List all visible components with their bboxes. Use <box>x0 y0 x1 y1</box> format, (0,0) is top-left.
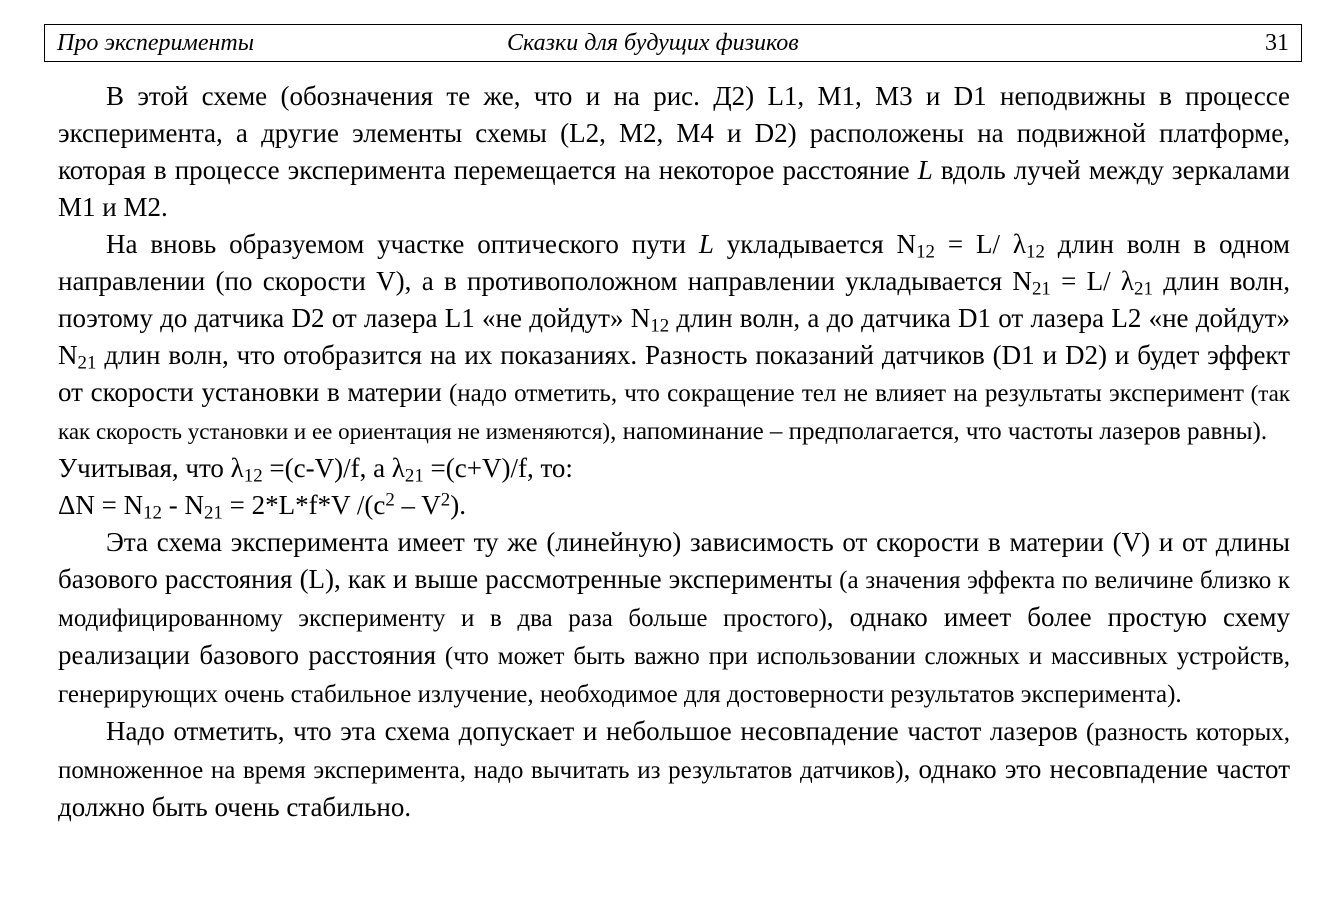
text-span: Учитывая, что λ <box>58 453 244 483</box>
subscript: 21 <box>404 465 424 487</box>
text-span-small: (а значения эффекта по величине близко к модифицированному эксперименту и в два раза больше простого) <box>58 567 1290 632</box>
paragraph-2 <box>58 226 1290 450</box>
header-section-title: Про эксперименты <box>57 30 254 56</box>
text-span-small: (что может быть важно при использовании сложных и массивных устройств, генерирующих очень стабильное излучение, необходимое для достоверности результатов эксперимента). <box>58 643 1290 708</box>
text-span: , однако это несовпадение частот должно быть очень стабильно. <box>58 754 1291 822</box>
text-span: Надо отметить, что эта схема допускает и небольшое несовпадение частот лазеров <box>106 716 1078 746</box>
text-span-smaller: (так как скорость установки и ее ориентация не изменяются) <box>58 381 1291 444</box>
text-span: длин волн, поэтому до датчика D2 от лазера L1 «не дойдут» N <box>58 266 1290 333</box>
text-span: На вновь образуемом участке оптического пути <box>106 229 699 259</box>
text-span: вдоль лучей между зеркалами M1 и M2. <box>58 155 1291 222</box>
text-span: Эта схема эксперимента имеет ту же (линейную) зависимость от скорости в материи (V) и от длины базового расстояния (L), как и выше рассмотренные эксперименты <box>58 527 1290 594</box>
text-span-small: , напоминание – предполагается, что частоты лазеров равны). <box>610 418 1268 445</box>
page-number: 31 <box>1265 30 1289 56</box>
superscript: 2 <box>440 489 451 511</box>
subscript: 12 <box>1026 241 1045 263</box>
paragraph-5 <box>58 524 1290 713</box>
text-span: =(c-V)/f, а λ <box>262 453 405 483</box>
paragraph-1 <box>58 78 1290 226</box>
text-span: В этой схеме (обозначения те же, что и на рис. Д2) L1, M1, M3 и D1 неподвижны в процессе эксперимента, а другие элементы схемы (L2, M2, M4 и D2) расположены на подвижной платформе, которая в процессе эксперимента перемещается на некоторое расстояние <box>58 81 1290 185</box>
text-span: = 2*L*f*V /(c <box>222 490 386 520</box>
subscript: 21 <box>77 352 97 374</box>
formula-line-1 <box>58 450 1290 487</box>
text-span: =(c+V)/f, то: <box>423 453 573 483</box>
subscript: 12 <box>243 465 263 487</box>
text-span: , однако имеет более простую схему реализации базового расстояния <box>58 602 1290 670</box>
subscript: 12 <box>916 241 935 263</box>
text-span: длин волн, что отобразится на их показаниях. Разность показаний датчиков (D1 и D2) и будет эффект от скорости установки в материи <box>58 340 1290 407</box>
running-header <box>44 24 1302 62</box>
variable-L: L <box>698 229 714 259</box>
subscript: 21 <box>203 502 223 524</box>
text-span: ΔN = N <box>58 490 144 520</box>
text-span-small: (надо отметить, что сокращение тел не влияет на результаты эксперимент <box>441 380 1244 407</box>
text-span: - N <box>161 490 204 520</box>
text-span: = L/ λ <box>1050 266 1135 296</box>
header-book-title: Сказки для будущих физиков <box>507 30 799 56</box>
variable-L: L <box>917 155 933 185</box>
paragraph-6 <box>58 713 1290 826</box>
text-span: длин волн, а до датчика D1 от лазера L2 «не дойдут» N <box>58 303 1291 370</box>
page-body <box>58 78 1290 826</box>
subscript: 21 <box>1134 278 1153 300</box>
subscript: 21 <box>1031 278 1051 300</box>
subscript: 12 <box>650 315 670 337</box>
subscript: 12 <box>143 502 162 524</box>
text-span: длин волн в одном направлении (по скорости V), а в противоположном направлении укладывается N <box>58 229 1291 296</box>
text-span: – V <box>394 490 441 520</box>
superscript: 2 <box>385 489 395 511</box>
text-span: = L/ λ <box>934 229 1026 259</box>
text-span-small: (разность которых, помноженное на время эксперимента, надо вычитать из результатов датчиков) <box>58 719 1290 784</box>
text-span: укладывается N <box>713 229 917 259</box>
text-span: ). <box>450 490 466 520</box>
formula-line-2 <box>58 487 1290 524</box>
